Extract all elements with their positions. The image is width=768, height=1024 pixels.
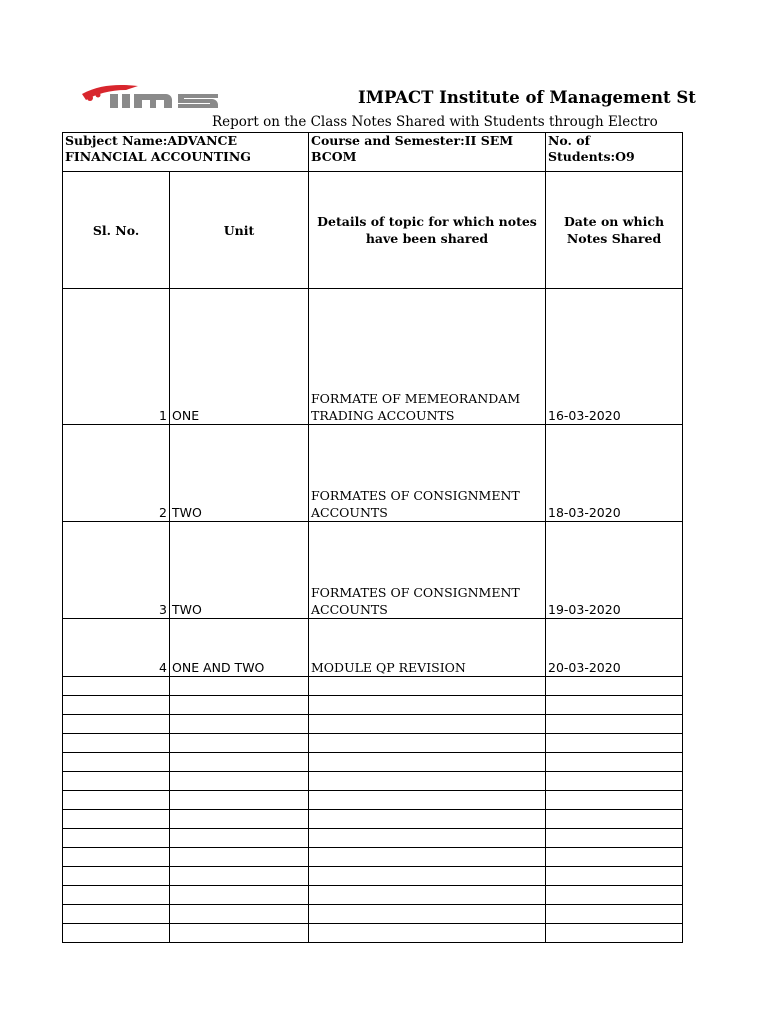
row-number: 2 — [63, 425, 170, 522]
row-unit: ONE — [170, 289, 309, 425]
row-topic: FORMATE OF MEMEORANDAM TRADING ACCOUNTS — [309, 289, 546, 425]
row-date: 16-03-2020 — [546, 289, 683, 425]
empty-row — [63, 753, 683, 772]
empty-row — [63, 677, 683, 696]
row-unit: TWO — [170, 522, 309, 619]
row-number: 1 — [63, 289, 170, 425]
iims-logo — [80, 82, 222, 110]
row-date: 18-03-2020 — [546, 425, 683, 522]
empty-row — [63, 734, 683, 753]
table-row — [63, 289, 683, 425]
row-unit: ONE AND TWO — [170, 619, 309, 677]
row-number: 4 — [63, 619, 170, 677]
column-header-row — [63, 172, 683, 289]
notes-table — [62, 132, 683, 943]
report-subtitle: Report on the Class Notes Shared with Students through Electro — [212, 114, 658, 130]
row-number: 3 — [63, 522, 170, 619]
info-row — [63, 133, 683, 172]
empty-row — [63, 810, 683, 829]
header-date: Date on which Notes Shared — [546, 172, 683, 289]
empty-row — [63, 715, 683, 734]
header-unit: Unit — [170, 172, 309, 289]
empty-row — [63, 848, 683, 867]
empty-row — [63, 696, 683, 715]
empty-row — [63, 905, 683, 924]
empty-row — [63, 772, 683, 791]
row-date: 20-03-2020 — [546, 619, 683, 677]
empty-row — [63, 791, 683, 810]
row-topic: MODULE QP REVISION — [309, 619, 546, 677]
course-semester-cell: Course and Semester:II SEM BCOM — [309, 133, 546, 172]
row-unit: TWO — [170, 425, 309, 522]
empty-row — [63, 886, 683, 905]
row-date: 19-03-2020 — [546, 522, 683, 619]
header-details: Details of topic for which notes have been shared — [309, 172, 546, 289]
empty-row — [63, 924, 683, 943]
empty-row — [63, 867, 683, 886]
table-row — [63, 522, 683, 619]
row-topic: FORMATES OF CONSIGNMENT ACCOUNTS — [309, 522, 546, 619]
row-topic: FORMATES OF CONSIGNMENT ACCOUNTS — [309, 425, 546, 522]
institute-title: IMPACT Institute of Management St — [358, 88, 696, 107]
empty-row — [63, 829, 683, 848]
subject-name-cell: Subject Name:ADVANCE FINANCIAL ACCOUNTING — [63, 133, 309, 172]
table-row — [63, 425, 683, 522]
table-row — [63, 619, 683, 677]
header-sl-no: Sl. No. — [63, 172, 170, 289]
student-count-cell: No. of Students:O9 — [546, 133, 683, 172]
